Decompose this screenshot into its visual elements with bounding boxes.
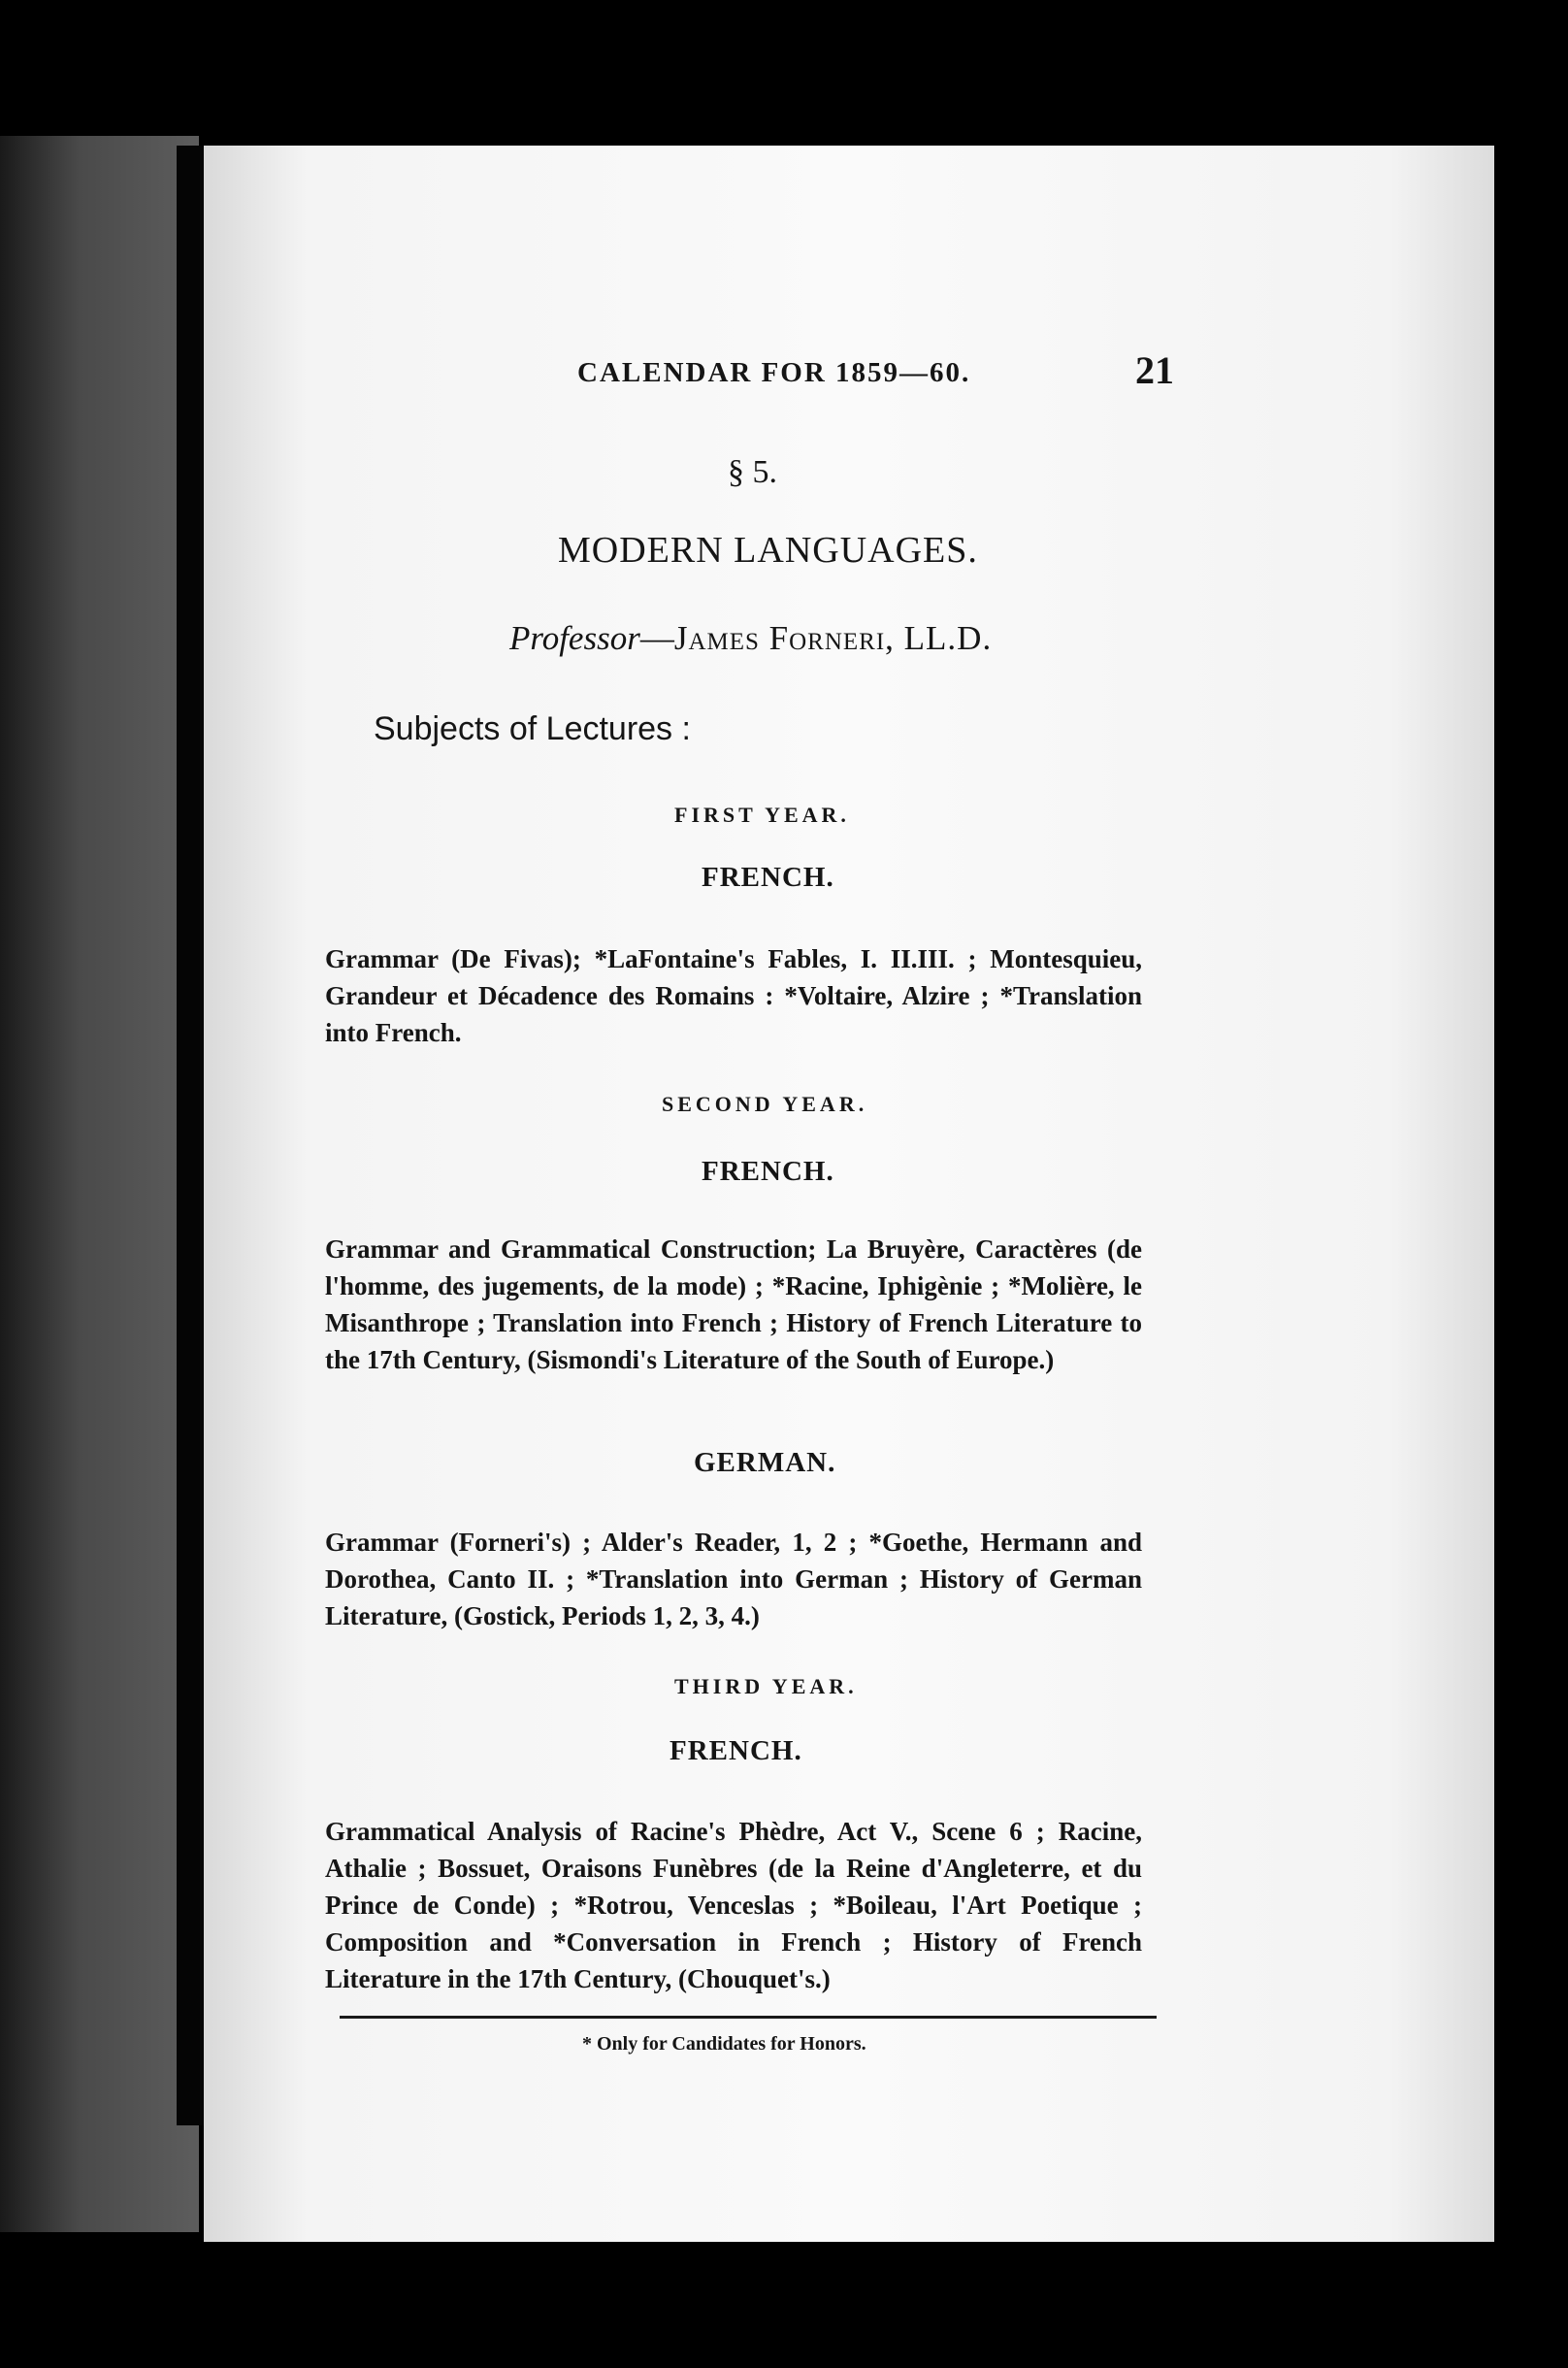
page-number: 21 (1135, 348, 1174, 392)
course-text: Grammar (Forneri's) ; Alder's Reader, 1, 2 ; *Goethe, Hermann and Dorothea, Canto II. ; *Translation into German ; History of German Literature, (Gostick, Periods 1, 2, 3, 4.) (325, 1528, 1142, 1630)
year-heading-second: SECOND YEAR. (662, 1092, 868, 1116)
language-heading: FRENCH. (702, 862, 834, 893)
language-heading: FRENCH. (670, 1735, 802, 1766)
professor-dash: — (639, 619, 674, 657)
adjacent-page-edge (0, 136, 199, 2232)
running-head: CALENDAR FOR 1859—60. (577, 357, 971, 388)
footnote-rule (340, 2016, 1157, 2019)
professor-role: Professor (509, 619, 640, 657)
language-heading: FRENCH. (702, 1156, 834, 1187)
course-text: Grammatical Analysis of Racine's Phèdre, Act V., Scene 6 ; Racine, Athalie ; Bossuet, Oraisons Funèbres (de la Reine d'Angleterre, et du Prince de Conde) ; *Rotrou, Venceslas ; *Boileau, l'Art Poetique ; Composition and *Conversation in French ; History of French Literature in the 17th Century, (Chouquet's.) (325, 1817, 1142, 1993)
language-heading: GERMAN. (694, 1447, 836, 1478)
year-heading-first: FIRST YEAR. (674, 803, 850, 827)
footnote: * Only for Candidates for Honors. (582, 2033, 866, 2055)
professor-line (509, 619, 992, 658)
professor-name: James Forneri, LL.D. (673, 619, 993, 657)
document-page (204, 146, 1494, 2242)
course-text: Grammar and Grammatical Construction; La Bruyère, Caractères (de l'homme, des jugements, de la mode) ; *Racine, Iphigènie ; *Molière, le Misanthrope ; Translation into French ; History of French Literature to the 17th Century, (Sismondi's Literature of the South of Europe.) (325, 1234, 1142, 1374)
section-number: § 5. (728, 454, 777, 490)
subjects-label: Subjects of Lectures : (374, 710, 691, 747)
course-text: Grammar (De Fivas); *LaFontaine's Fables, I. II.III. ; Montesquieu, Grandeur et Décadence des Romains : *Voltaire, Alzire ; *Translation into French. (325, 944, 1142, 1047)
year-heading-third: THIRD YEAR. (674, 1674, 858, 1698)
section-title: MODERN LANGUAGES. (558, 530, 978, 571)
